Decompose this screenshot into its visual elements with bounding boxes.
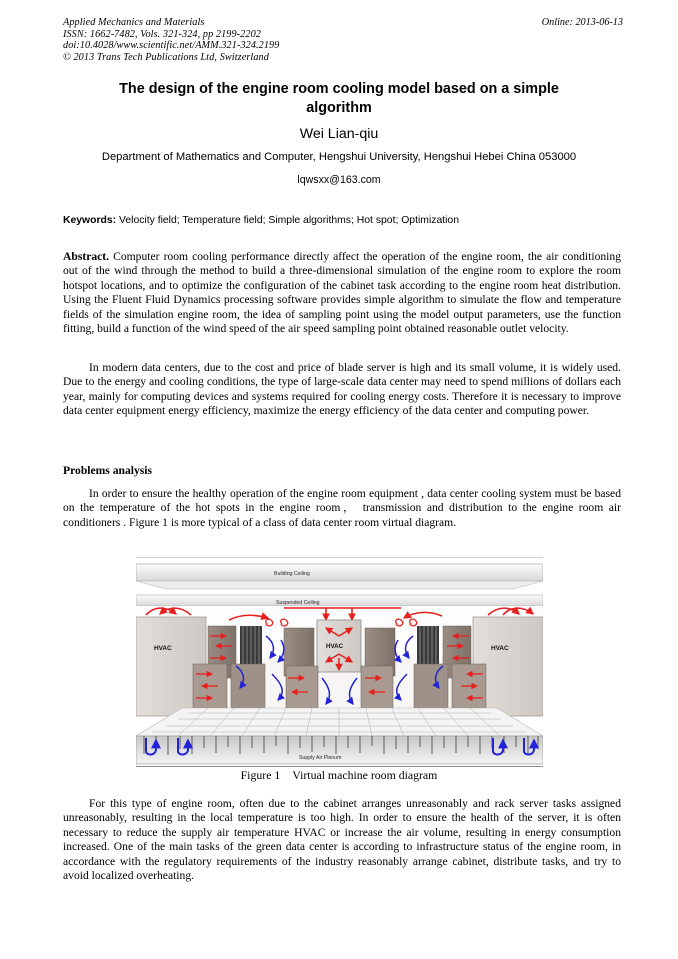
figure-caption-number: Figure 1 (240, 768, 281, 782)
figure-1-image (136, 557, 543, 765)
keywords-value: Velocity field; Temperature field; Simple algorithms; Hot spot; Optimization (116, 215, 459, 226)
journal-identifiers (63, 17, 279, 63)
journal-online-date: Online: 2013-06-13 (541, 17, 623, 28)
keywords-line (63, 214, 621, 228)
supply-air-plenum (136, 736, 543, 764)
author-affiliation: Department of Mathematics and Computer, Hengshui University, Hengshui Hebei China 053000 (101, 151, 577, 163)
section-heading-problems-analysis: Problems analysis (63, 464, 153, 477)
label-hvac-left: HVAC (154, 645, 172, 652)
label-hvac-center: HVAC (326, 643, 344, 650)
journal-doi: doi:10.4028/www.scientific.net/AMM.321-324.2199 (63, 40, 280, 52)
page-title: The design of the engine room cooling model based on a simple algorithm (119, 81, 559, 116)
closing-paragraph: For this type of engine room, often due to the cabinet arranges unreasonably and rack server tasks assigned unreasonably, resulting in the local temperature is too high. In order to ensure the health of the server, it is often necessary to reduce the supply air temperature HVAC or increase the air volume, resulting in energy consumption increased. One of the main tasks of the green data center is according to infrastructure status of the engine room, in accordance with the regulatory requirements of the industry reasonably arrange cabinet, distribute tasks, and try to avoid localized overheating. (63, 797, 621, 883)
journal-copyright: © 2013 Trans Tech Publications Ltd, Switzerland (63, 51, 269, 63)
problems-analysis-paragraph: In order to ensure the healthy operation of the engine room equipment , data center cooling system must be based on the temperature of the hot spots in the engine room， transmission and distribution to the engine room air conditioners . Figure 1 is more typical of a class of data center room virtual diagram. (63, 487, 621, 529)
label-building-ceiling: Building Ceiling (274, 571, 310, 577)
abstract-paragraph (63, 250, 621, 337)
closing-block (63, 797, 621, 884)
raised-floor-grid (136, 708, 543, 736)
abstract-text: Computer room cooling performance directly affect the operation of the engine room, the air conditioning out of the wind through the method to build a three-dimensional simulation of the engine room to explore the room hotspot locations, and to optimize the configuration of the cabinet task according to the engine room heat distribution. Using the Fluent Fluid Dynamics processing software provides simple algorithm to simulate the flow and temperature fields of the simulation engine room, the idea of sampling point using the model output parameters, use the function fitting, build a function of the wind speed of the air speed sampling point obtained reasonable outlet velocity. (63, 250, 621, 336)
abstract-block (63, 250, 621, 337)
label-suspended-ceiling: Suspended Ceiling (276, 600, 320, 606)
introduction-paragraph: In modern data centers, due to the cost and price of blade server is high and its small volume, it is widely used. Due to the energy and cooling conditions, the type of large-scale data center may need to spend millions of dollars each year, mainly for computing devices and systems required for cooling energy costs. Therefore it is necessary to improve data center equipment energy efficiency, maximize the energy efficiency of the data center and computing power. (63, 361, 621, 418)
figure-caption-text: Virtual machine room diagram (292, 768, 438, 782)
journal-header (63, 17, 623, 63)
keywords-label: Keywords: (63, 215, 117, 226)
label-hvac-right: HVAC (491, 645, 509, 652)
figure-frame (136, 557, 543, 767)
author-name: Wei Lian-qiu (299, 126, 379, 142)
abstract-label: Abstract. (63, 250, 110, 263)
journal-name: Applied Mechanics and Materials (63, 17, 205, 28)
journal-issn-volume: ISSN: 1662-7482, Vols. 321-324, pp 2199-2202 (63, 28, 261, 40)
label-supply-air-plenum: Supply Air Plenum (299, 755, 342, 761)
problems-analysis-block (63, 487, 621, 530)
author-email: lqwsxx@163.com (297, 174, 381, 186)
figure-1-caption (0, 767, 678, 783)
introduction-block (63, 361, 621, 419)
datacenter-cooling-diagram (136, 558, 543, 766)
